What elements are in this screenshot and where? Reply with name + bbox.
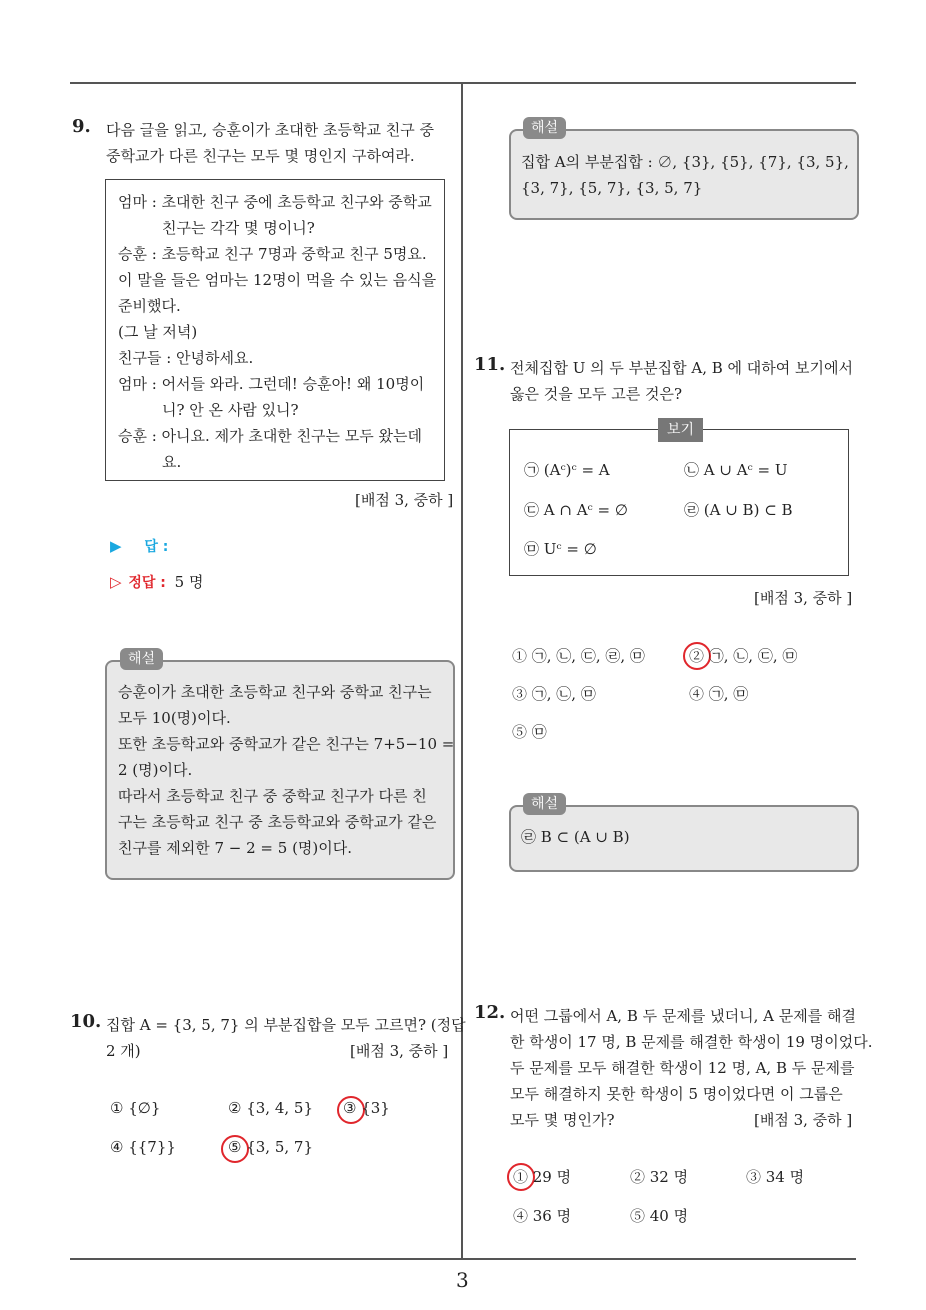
choice-1[interactable]: ① ㉠, ㉡, ㉢, ㉣, ㉤	[512, 647, 645, 665]
story-line: 승훈 : 초등학교 친구 7명과 중학교 친구 5명요.	[118, 245, 427, 263]
explanation-line: 모두 10(명)이다.	[118, 709, 231, 727]
explanation-line: {3, 7}, {5, 7}, {3, 5, 7}	[521, 179, 703, 197]
score-label: [배점 3, 중하 ]	[754, 589, 853, 607]
question-10-text: 2 개)	[106, 1042, 141, 1060]
correct-value: 5 명	[174, 573, 204, 591]
correct-label: 정답 :	[128, 575, 166, 591]
score-label: [배점 3, 중하 ]	[355, 491, 454, 509]
bogi-item: ㉡ A ∪ Aᶜ = U	[684, 461, 788, 479]
choice-3[interactable]: ③ 34 명	[746, 1168, 805, 1186]
bogi-tag: 보기	[658, 418, 703, 442]
story-line: 엄마 : 초대한 친구 중에 초등학교 친구와 중학교	[118, 193, 432, 211]
story-line: 요.	[162, 453, 182, 471]
top-rule	[70, 82, 856, 84]
choice-4[interactable]: ④ ㉠, ㉤	[689, 685, 749, 703]
answer-row	[110, 536, 168, 556]
story-line: 친구는 각각 몇 명이니?	[162, 219, 315, 237]
answer-label: 답 :	[144, 539, 169, 555]
story-line: 친구들 : 안녕하세요.	[118, 349, 254, 367]
choice-4[interactable]: ④ {{7}}	[110, 1138, 176, 1156]
choice-2[interactable]: ② ㉠, ㉡, ㉢, ㉤	[689, 647, 798, 665]
question-9-number: 9.	[72, 116, 91, 137]
column-divider	[461, 84, 463, 1260]
explanation-tag: 해설	[523, 793, 566, 815]
outline-arrow-icon: ▷	[110, 573, 122, 591]
correct-answer-row	[110, 571, 203, 592]
choice-5[interactable]: ⑤ {3, 5, 7}	[228, 1138, 314, 1156]
choice-5[interactable]: ⑤ ㉤	[512, 723, 547, 741]
explanation-line: 2 (명)이다.	[118, 761, 193, 779]
choice-4[interactable]: ④ 36 명	[513, 1207, 572, 1225]
question-12-number: 12.	[474, 1002, 506, 1023]
choice-1[interactable]: ① {∅}	[110, 1099, 161, 1117]
question-12-text: 어떤 그룹에서 A, B 두 문제를 냈더니, A 문제를 해결	[510, 1007, 856, 1025]
question-9-text: 중학교가 다른 친구는 모두 몇 명인지 구하여라.	[106, 147, 415, 165]
question-12-text: 모두 해결하지 못한 학생이 5 명이었다면 이 그룹은	[510, 1085, 843, 1103]
score-label: [배점 3, 중하 ]	[754, 1111, 853, 1129]
choice-2[interactable]: ② {3, 4, 5}	[228, 1099, 314, 1117]
explanation-tag: 해설	[120, 648, 163, 670]
bogi-item: ㉣ (A ∪ B) ⊂ B	[684, 501, 793, 519]
explanation-line: 친구를 제외한 7 − 2 = 5 (명)이다.	[118, 839, 353, 857]
play-arrow-icon: ▶	[110, 537, 122, 555]
bogi-item: ㉤ Uᶜ = ∅	[524, 540, 597, 558]
page-number: 3	[456, 1268, 469, 1292]
story-line: 승훈 : 아니요. 제가 초대한 친구는 모두 왔는데	[118, 427, 423, 445]
choice-3[interactable]: ③ {3}	[343, 1099, 390, 1117]
explanation-line: ㉣ B ⊂ (A ∪ B)	[521, 828, 630, 846]
choice-5[interactable]: ⑤ 40 명	[630, 1207, 689, 1225]
bottom-rule	[70, 1258, 856, 1260]
question-10-number: 10.	[70, 1011, 102, 1032]
story-line: 준비했다.	[118, 297, 181, 315]
question-10-text: 집합 A = {3, 5, 7} 의 부분집합을 모두 고르면? (정답	[106, 1016, 466, 1034]
explanation-line: 따라서 초등학교 친구 중 중학교 친구가 다른 친	[118, 787, 427, 805]
explanation-line: 또한 초등학교와 중학교가 같은 친구는 7+5−10 =	[118, 735, 455, 753]
choice-3[interactable]: ③ ㉠, ㉡, ㉤	[512, 685, 596, 703]
question-12-text: 모두 몇 명인가?	[510, 1111, 615, 1129]
question-12-text: 두 문제를 모두 해결한 학생이 12 명, A, B 두 문제를	[510, 1059, 855, 1077]
bogi-item: ㉠ (Aᶜ)ᶜ = A	[524, 461, 610, 479]
question-12-text: 한 학생이 17 명, B 문제를 해결한 학생이 19 명이었다.	[510, 1033, 873, 1051]
bogi-item: ㉢ A ∩ Aᶜ = ∅	[524, 501, 628, 519]
explanation-line: 승훈이가 초대한 초등학교 친구와 중학교 친구는	[118, 683, 432, 701]
question-11-text: 전체집합 U 의 두 부분집합 A, B 에 대하여 보기에서	[510, 359, 853, 377]
choice-2[interactable]: ② 32 명	[630, 1168, 689, 1186]
story-line: 이 말을 들은 엄마는 12명이 먹을 수 있는 음식을	[118, 271, 437, 289]
question-11-number: 11.	[474, 354, 506, 375]
story-line: 니? 안 온 사람 있니?	[162, 401, 299, 419]
choice-1[interactable]: ① 29 명	[513, 1168, 572, 1186]
question-9-text: 다음 글을 읽고, 승훈이가 초대한 초등학교 친구 중	[106, 121, 434, 139]
explanation-tag: 해설	[523, 117, 566, 139]
story-line: (그 날 저녁)	[118, 323, 198, 341]
explanation-line: 집합 A의 부분집합 : ∅, {3}, {5}, {7}, {3, 5},	[521, 153, 849, 171]
score-label: [배점 3, 중하 ]	[350, 1042, 449, 1060]
explanation-line: 구는 초등학교 친구 중 초등학교와 중학교가 같은	[118, 813, 437, 831]
question-11-text: 옳은 것을 모두 고른 것은?	[510, 385, 683, 403]
story-line: 엄마 : 어서들 와라. 그런데! 승훈아! 왜 10명이	[118, 375, 425, 393]
